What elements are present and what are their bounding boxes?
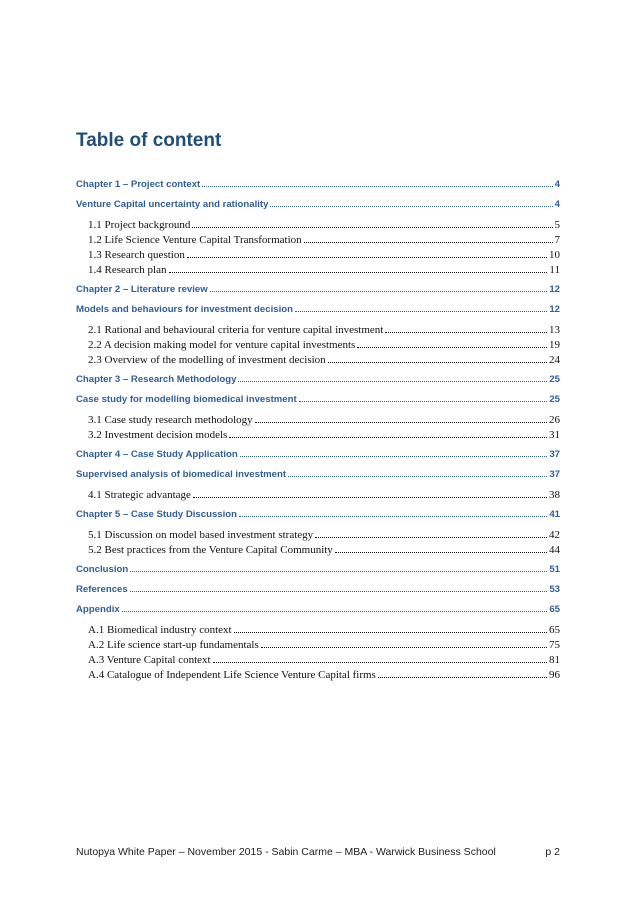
dot-leader — [234, 632, 547, 633]
toc-entry-page-number: 51 — [549, 564, 560, 575]
dot-leader — [187, 257, 547, 258]
dot-leader — [130, 591, 548, 592]
toc-entry-label: 5.2 Best practices from the Venture Capital Community — [88, 544, 333, 556]
dot-leader — [193, 497, 547, 498]
toc-entry-page-number: 37 — [549, 469, 560, 480]
toc-entry-page-number: 10 — [549, 249, 560, 261]
toc-entry-page-number: 44 — [549, 544, 560, 556]
dot-leader — [240, 456, 548, 457]
dot-leader — [169, 272, 548, 273]
toc-entry-label: A.1 Biomedical industry context — [88, 624, 232, 636]
toc-entry-label: 3.1 Case study research methodology — [88, 414, 253, 426]
toc-entry-label: Case study for modelling biomedical investment — [76, 394, 297, 405]
dot-leader — [122, 611, 548, 612]
toc-entry-page-number: 4 — [554, 199, 560, 210]
toc-entry-label: References — [76, 584, 128, 595]
footer-page-number: p 2 — [545, 846, 560, 858]
dot-leader — [328, 362, 547, 363]
toc-entry-label: Conclusion — [76, 564, 129, 575]
toc-entry-label: A.2 Life science start-up fundamentals — [88, 639, 259, 651]
toc-entry-page-number: 53 — [549, 584, 560, 595]
toc-entry-page-number: 13 — [549, 324, 560, 336]
dot-leader — [210, 291, 548, 292]
toc-entry-heading[interactable] — [76, 449, 560, 460]
toc-entry-page-number: 5 — [554, 219, 560, 231]
toc-entry-label: 4.1 Strategic advantage — [88, 489, 191, 501]
toc-entry-page-number: 65 — [549, 604, 560, 615]
toc-entry-heading[interactable] — [76, 284, 560, 295]
toc-entry-label: A.4 Catalogue of Independent Life Science Venture Capital firms — [88, 669, 376, 681]
toc-entry-subsection[interactable] — [88, 654, 560, 666]
toc-entry-label: 1.2 Life Science Venture Capital Transformation — [88, 234, 302, 246]
toc-entry-label: Chapter 1 – Project context — [76, 179, 201, 190]
toc-entry-subsection[interactable] — [88, 529, 560, 541]
toc-entry-subsection[interactable] — [88, 234, 560, 246]
toc-entry-subsection[interactable] — [88, 544, 560, 556]
page-footer — [76, 846, 560, 858]
toc-entry-label: A.3 Venture Capital context — [88, 654, 211, 666]
toc-entry-page-number: 41 — [549, 509, 560, 520]
dot-leader — [270, 206, 552, 207]
toc-entry-heading[interactable] — [76, 394, 560, 405]
toc-entry-subsection[interactable] — [88, 429, 560, 441]
toc-entry-label: 5.1 Discussion on model based investment strategy — [88, 529, 314, 541]
toc-entry-page-number: 81 — [549, 654, 560, 666]
toc-entry-label: Chapter 3 – Research Methodology — [76, 374, 237, 385]
toc-entry-label: Venture Capital uncertainty and rationality — [76, 199, 269, 210]
toc-entry-subsection[interactable] — [88, 339, 560, 351]
toc-entry-page-number: 96 — [549, 669, 560, 681]
toc-entry-label: 2.1 Rational and behavioural criteria for venture capital investment — [88, 324, 384, 336]
dot-leader — [202, 186, 552, 187]
dot-leader — [238, 381, 547, 382]
toc-entry-page-number: 25 — [549, 374, 560, 385]
toc-entry-label: 2.3 Overview of the modelling of investment decision — [88, 354, 326, 366]
toc-entry-heading[interactable] — [76, 509, 560, 520]
toc-entry-heading[interactable] — [76, 179, 560, 190]
dot-leader — [315, 537, 547, 538]
toc-entry-page-number: 38 — [549, 489, 560, 501]
toc-entry-page-number: 26 — [549, 414, 560, 426]
toc-entry-label: 1.3 Research question — [88, 249, 185, 261]
toc-entry-label: 1.4 Research plan — [88, 264, 167, 276]
dot-leader — [299, 401, 548, 402]
toc-entry-label: Chapter 2 – Literature review — [76, 284, 208, 295]
toc-entry-label: Models and behaviours for investment decision — [76, 304, 293, 315]
dot-leader — [213, 662, 547, 663]
toc-entry-heading[interactable] — [76, 304, 560, 315]
toc-entry-page-number: 37 — [549, 449, 560, 460]
toc-entry-page-number: 25 — [549, 394, 560, 405]
toc-entry-subsection[interactable] — [88, 219, 560, 231]
toc-entry-label: 1.1 Project background — [88, 219, 191, 231]
toc-entry-label: 3.2 Investment decision models — [88, 429, 228, 441]
dot-leader — [295, 311, 547, 312]
toc-entry-subsection[interactable] — [88, 669, 560, 681]
dot-leader — [385, 332, 547, 333]
dot-leader — [261, 647, 547, 648]
toc-entry-subsection[interactable] — [88, 414, 560, 426]
toc-entry-subsection[interactable] — [88, 264, 560, 276]
toc-entry-page-number: 4 — [554, 179, 560, 190]
toc-entry-label: Chapter 5 – Case Study Discussion — [76, 509, 238, 520]
toc-entry-page-number: 19 — [549, 339, 560, 351]
dot-leader — [335, 552, 547, 553]
toc-entry-label: Chapter 4 – Case Study Application — [76, 449, 238, 460]
dot-leader — [288, 476, 547, 477]
toc-entry-label: Supervised analysis of biomedical investment — [76, 469, 287, 480]
toc-entry-page-number: 12 — [549, 284, 560, 295]
toc-entry-label: Appendix — [76, 604, 120, 615]
dot-leader — [378, 677, 547, 678]
toc-entry-page-number: 11 — [549, 264, 560, 276]
toc-entry-page-number: 24 — [549, 354, 560, 366]
toc-entry-page-number: 65 — [549, 624, 560, 636]
dot-leader — [239, 516, 547, 517]
toc-entry-heading[interactable] — [76, 199, 560, 210]
dot-leader — [229, 437, 547, 438]
toc-entry-heading[interactable] — [76, 564, 560, 575]
toc-entry-subsection[interactable] — [88, 489, 560, 501]
toc-entry-subsection[interactable] — [88, 249, 560, 261]
toc-entry-subsection[interactable] — [88, 324, 560, 336]
toc-entry-heading[interactable] — [76, 469, 560, 480]
toc-entry-subsection[interactable] — [88, 354, 560, 366]
dot-leader — [130, 571, 547, 572]
toc-entry-page-number: 75 — [549, 639, 560, 651]
toc-entry-heading[interactable] — [76, 374, 560, 385]
toc-entry-page-number: 7 — [554, 234, 560, 246]
dot-leader — [357, 347, 547, 348]
dot-leader — [255, 422, 547, 423]
toc-entry-subsection[interactable] — [88, 639, 560, 651]
dot-leader — [304, 242, 553, 243]
toc-title: Table of content — [76, 130, 222, 151]
toc-entry-heading[interactable] — [76, 584, 560, 595]
footer-text: Nutopya White Paper – November 2015 - Sabin Carme – MBA - Warwick Business School — [76, 846, 496, 858]
toc-entry-page-number: 12 — [549, 304, 560, 315]
toc-entry-heading[interactable] — [76, 604, 560, 615]
toc-entry-page-number: 42 — [549, 529, 560, 541]
toc-entry-page-number: 31 — [549, 429, 560, 441]
toc-entry-subsection[interactable] — [88, 624, 560, 636]
dot-leader — [192, 227, 552, 228]
toc-entry-label: 2.2 A decision making model for venture capital investments — [88, 339, 356, 351]
